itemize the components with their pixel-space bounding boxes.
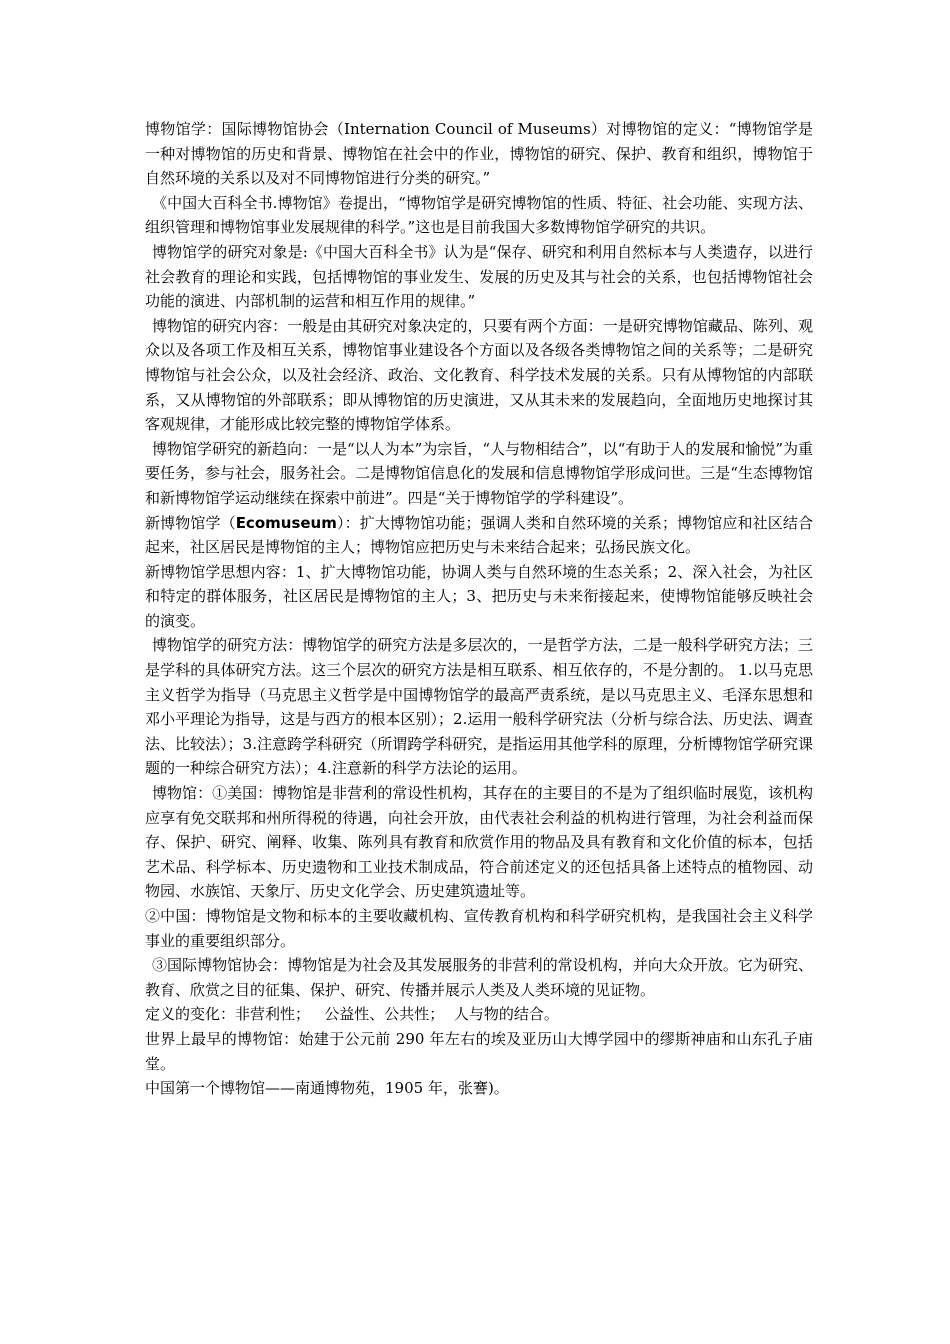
paragraph-museology-definition: 博物馆学：国际博物馆协会（Internation Council of Museums）对博物馆的定义：“博物馆学是一种对博物馆的历史和背景、博物馆在社会中的作业，博物馆的研究、保护、教育和组织，博物馆于自然环境的关系以及对不同博物馆进行分类的研究。” bbox=[145, 120, 813, 188]
paragraph-encyclopedia-definition: 《中国大百科全书.博物馆》卷提出，“博物馆学是研究博物馆的性质、特征、社会功能、实现方法、组织管理和博物馆事业发展规律的科学。”这也是目前我国大多数博物馆学研究的共识。 bbox=[145, 193, 813, 237]
paragraph-earliest-museum: 世界上最早的博物馆：始建于公元前 290 年左右的埃及亚历山大博学园中的缪斯神庙和山东孔子庙堂。 bbox=[145, 1029, 813, 1073]
ecomuseum-term: Ecomuseum bbox=[235, 513, 337, 532]
paragraph-new-museology-ideas: 新博物馆学思想内容：1、扩大博物馆功能，协调人类与自然环境的生态关系；2、深入社会，为社区和特定的群体服务，社区居民是博物馆的主人；3、把历史与未来衔接起来，使博物馆能够反映社会的演变。 bbox=[145, 562, 813, 630]
paragraph-ecomuseum bbox=[145, 511, 813, 560]
paragraph-museum-icom: ③国际博物馆协会：博物馆是为社会及其发展服务的非营利的常设机构，并向大众开放。它为研究、教育、欣赏之目的征集、保护、研究、传播并展示人类及人类环境的见证物。 bbox=[145, 956, 813, 999]
paragraph-museum-usa: 博物馆：①美国：博物馆是非营利的常设性机构，其存在的主要目的不是为了组织临时展览，该机构应享有免交联邦和州所得税的待遇，向社会开放，由代表社会利益的机构进行管理，为社会利益而保存、保护、研究、阐释、收集、陈列具有教育和欣赏作用的物品及具有教育和文化价值的标本，包括艺术品、科学标本、历史遗物和工业技术制成品，符合前述定义的还包括具备上述特点的植物园、动物园、水族馆、天象厅、历史文化学会、历史建筑遗址等。 bbox=[145, 784, 813, 901]
paragraph-definition-changes: 定义的变化：非营利性； 公益性、公共性； 人与物的结合。 bbox=[145, 1005, 559, 1024]
paragraph-first-chinese-museum: 中国第一个博物馆——南通博物苑，1905 年，张謇)。 bbox=[145, 1079, 509, 1098]
document-body bbox=[145, 117, 813, 1101]
paragraph-research-object: 博物馆学的研究对象是:《中国大百科全书》认为是“保存、研究和利用自然标本与人类遗存，以进行社会教育的理论和实践，包括博物馆的事业发生、发展的历史及其与社会的关系，也包括博物馆社会功能的演进、内部机制的运营和相互作用的规律。” bbox=[145, 242, 813, 311]
ecomuseum-text-before: 新博物馆学（ bbox=[145, 513, 236, 532]
paragraph-museum-china: ②中国：博物馆是文物和标本的主要收藏机构、宣传教育机构和科学研究机构，是我国社会主义科学事业的重要组织部分。 bbox=[145, 907, 813, 950]
paragraph-research-content: 博物馆的研究内容：一般是由其研究对象决定的，只要有两个方面：一是研究博物馆藏品、陈列、观众以及各项工作及相互关系，博物馆事业建设各个方面以及各级各类博物馆之间的关系等；二是研究博物馆与社会公众，以及社会经济、政治、文化教育、科学技术发展的关系。只有从博物馆的内部联系，又从博物馆的外部联系；即从博物馆的历史演进，又从其未来的发展趋向，全面地历史地探讨其客观规律，才能形成比较完整的博物馆学体系。 bbox=[145, 316, 813, 434]
ecomuseum-text-after: ）：扩大博物馆功能；强调人类和自然环境的关系；博物馆应和社区结合起来，社区居民是博物馆的主人；博物馆应把历史与未来结合起来；弘扬民族文化。 bbox=[145, 513, 813, 557]
paragraph-research-methods: 博物馆学的研究方法：博物馆学的研究方法是多层次的，一是哲学方法，二是一般科学研究方法；三是学科的具体研究方法。这三个层次的研究方法是相互联系、相互依存的，不是分割的。 1.以马克思主义哲学为指导（马克思主义哲学是中国博物馆学的最高严责系统，是以马克思主义、毛泽东思想和邓小平理论为指导，这是与西方的根本区别）；2.运用一般科学研究法（分析与综合法、历史法、调查法、比较法）；3.注意跨学科研究（所谓跨学科研究，是指运用其他学科的原理，分析博物馆学研究课题的一种综合研究方法）；4.注意新的科学方法论的运用。 bbox=[145, 636, 813, 778]
paragraph-new-trends: 博物馆学研究的新趋向：一是“以人为本”为宗旨，“人与物相结合”，以“有助于人的发展和愉悦”为重要任务，参与社会，服务社会。二是博物馆信息化的发展和信息博物馆学形成问世。三是“生态博物馆和新博物馆学运动继续在探索中前进”。四是“关于博物馆学的学科建设”。 bbox=[145, 439, 814, 507]
